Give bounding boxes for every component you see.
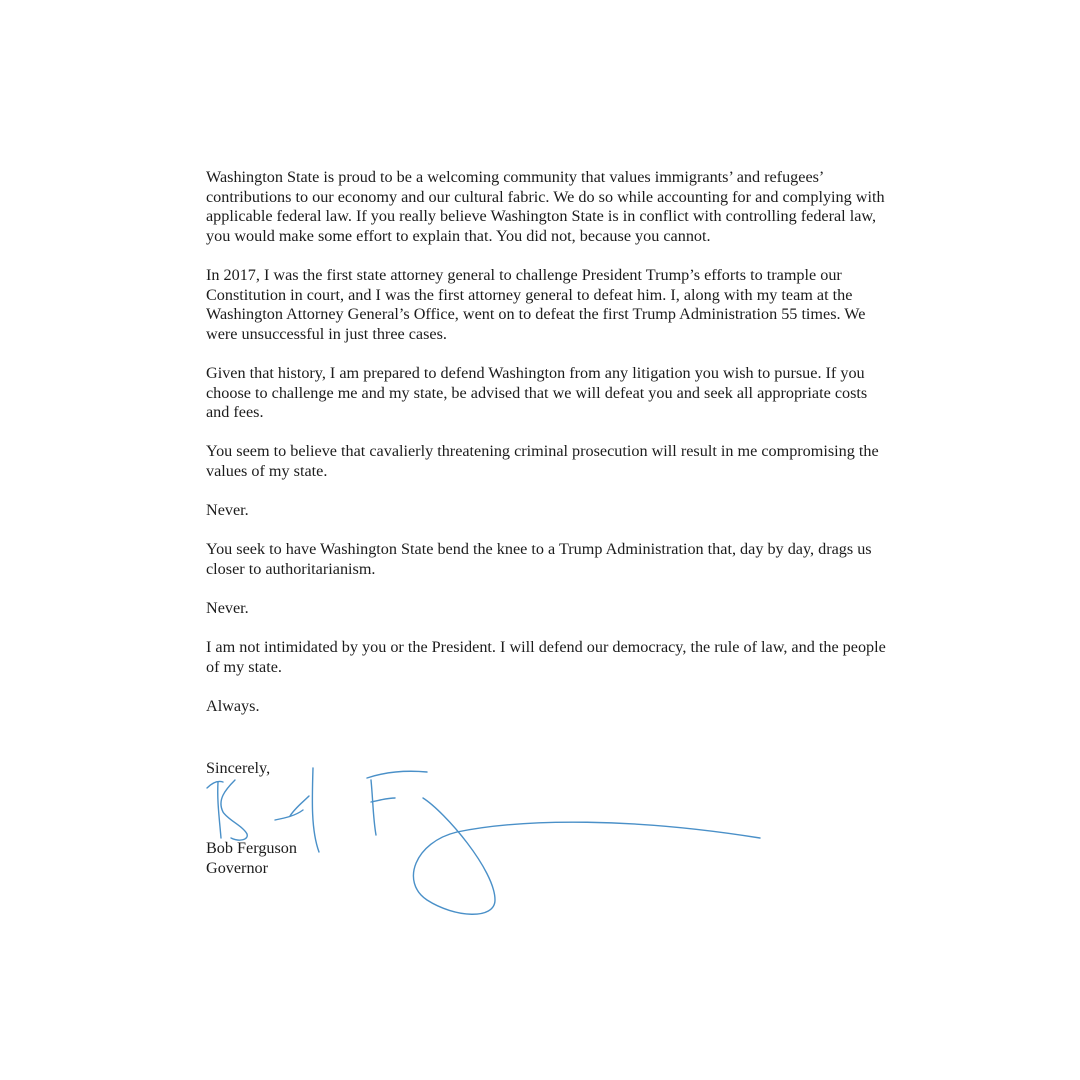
paragraph-never-1: Never. (206, 501, 249, 520)
signer-block (206, 839, 297, 878)
paragraph-welcoming-community: Washington State is proud to be a welcoming community that values immigrants’ and refugees’ contributions to our economy and our cultural fabric. We do so while accounting for and complying with applicable federal law. If you really believe Washington State is in conflict with controlling federal law, you would make some effort to explain that. You did not, because you cannot. (206, 168, 885, 245)
paragraph-not-intimidated: I am not intimidated by you or the President. I will defend our democracy, the rule of law, and the people of my state. (206, 638, 886, 676)
letter-body (206, 168, 886, 736)
paragraph-prepared-to-defend: Given that history, I am prepared to defend Washington from any litigation you wish to pursue. If you choose to challenge me and my state, be advised that we will defeat you and seek all appropriate costs and fees. (206, 363, 868, 422)
signer-name: Bob Ferguson (206, 839, 297, 857)
closing-salutation: Sincerely, (206, 759, 271, 777)
paragraph-2017-history: In 2017, I was the first state attorney general to challenge President Trump’s efforts to trample our Constitution in court, and I was the first attorney general to defeat him. I, along with my team at the Washington Attorney General’s Office, went on to defeat the first Trump Administration 55 times. We were unsuccessful in just three cases. (206, 265, 866, 343)
signer-title: Governor (206, 858, 269, 877)
paragraph-bend-the-knee: You seek to have Washington State bend the knee to a Trump Administration that, day by day, drags us closer to authoritarianism. (206, 540, 872, 578)
paragraph-always: Always. (206, 697, 260, 716)
paragraph-criminal-prosecution: You seem to believe that cavalierly threatening criminal prosecution will result in me compromising the values of my state. (206, 442, 879, 480)
paragraph-never-2: Never. (206, 599, 249, 618)
